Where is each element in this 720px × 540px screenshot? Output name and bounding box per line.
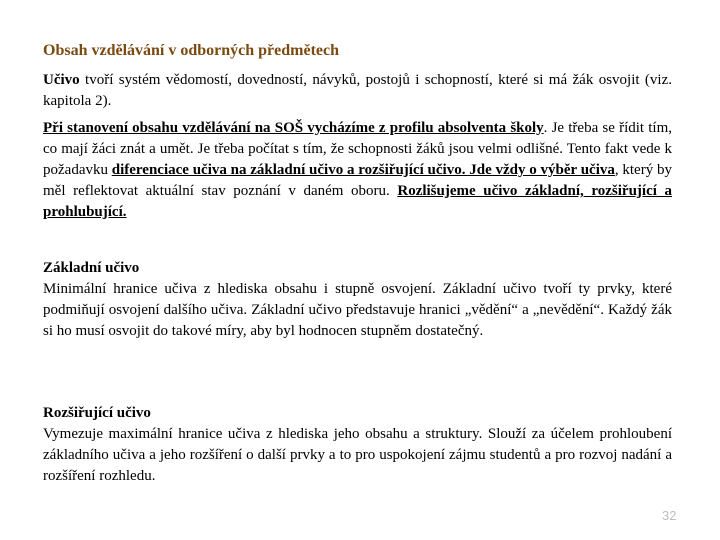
section-basic-curriculum (43, 258, 672, 342)
principle-lead: Při stanovení obsahu vzdělávání na SOŠ vycházíme z profilu absolventa školy (43, 120, 544, 136)
section-heading-extended: Rozšiřující učivo (43, 405, 151, 421)
definition-text: tvoří systém vědomostí, dovedností, návyků, postojů i schopností, které si má žák osvojit (viz. kapitola 2). (43, 72, 672, 109)
paragraph-content-principles (43, 118, 672, 223)
paragraph-curriculum-definition (43, 70, 672, 112)
page-number: 32 (662, 508, 677, 523)
term-ucivo: Učivo (43, 72, 80, 88)
section-heading-basic: Základní učivo (43, 260, 140, 276)
section-text-basic: Minimální hranice učiva z hlediska obsahu i stupně osvojení. Základní učivo tvoří ty prvky, které podmiňují osvojení dalšího učiva. Základní učivo představuje hranici „vědění“ a „nevědění“. Každý žák si ho musí osvojit do takové míry, aby byl hodnocen stupněm dostatečný. (43, 281, 672, 339)
distinction-emphasis: Rozlišujeme učivo základní, rozšiřující a prohlubující. (43, 183, 672, 220)
slide-title: Obsah vzdělávání v odborných předmětech (43, 42, 340, 59)
section-extended-curriculum (43, 403, 672, 487)
section-text-extended: Vymezuje maximální hranice učiva z hlediska jeho obsahu a struktury. Slouží za účelem prohloubení základního učiva a jeho rozšíření o další prvky a to pro uspokojení zájmu studentů a pro rozvoj nadání a rozšíření rozhledu. (43, 426, 672, 484)
differentiation-emphasis: diferenciace učiva na základní učivo a rozšiřující učivo. Jde vždy o výběr učiva (111, 162, 615, 178)
principle-text-1: . Je třeba se řídit tím, co mají žáci znát a umět. Je třeba počítat s tím, že schopnosti žáků jsou velmi odlišné. Tento fakt vede k požadavku (43, 120, 672, 178)
principle-text-2: , který by měl reflektovat aktuální stav poznání v daném oboru. (43, 162, 672, 199)
